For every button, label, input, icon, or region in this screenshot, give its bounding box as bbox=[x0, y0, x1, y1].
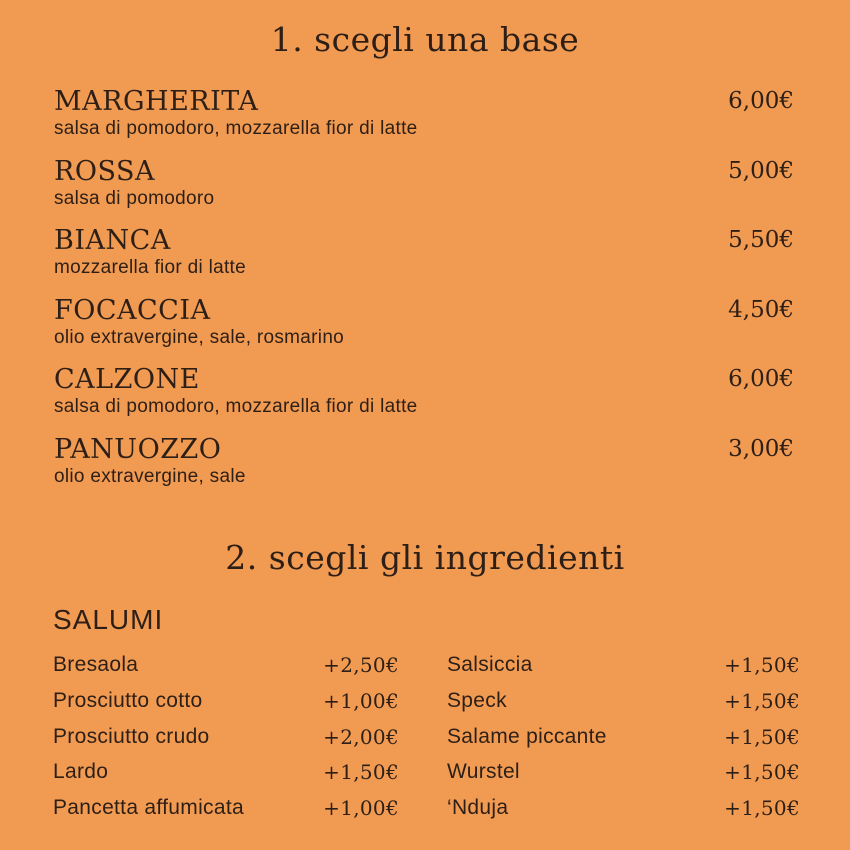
base-description: olio extravergine, sale bbox=[54, 465, 246, 487]
base-description: salsa di pomodoro, mozzarella fior di latte bbox=[54, 396, 418, 417]
base-price: 3,00€ bbox=[728, 435, 794, 462]
base-description: olio extravergine, sale, rosmarino bbox=[54, 326, 345, 348]
ingredient-price: +1,50€ bbox=[724, 653, 800, 677]
ingredient-row bbox=[53, 757, 399, 793]
base-price: 5,00€ bbox=[728, 157, 794, 184]
ingredient-row bbox=[447, 650, 800, 686]
ingredient-name: Pancetta affumicata bbox=[53, 796, 244, 820]
ingredient-price: +2,00€ bbox=[323, 724, 399, 749]
ingredient-row bbox=[447, 757, 800, 793]
ingredient-name: ‘Nduja bbox=[447, 796, 509, 820]
base-item bbox=[54, 434, 794, 504]
base-price: 6,00€ bbox=[728, 88, 794, 114]
base-item bbox=[54, 295, 794, 365]
category-title: SALUMI bbox=[53, 604, 164, 635]
ingredient-name: Speck bbox=[447, 688, 507, 712]
ingredient-price: +1,50€ bbox=[724, 760, 800, 785]
ingredient-name: Salsiccia bbox=[447, 653, 533, 676]
ingredient-name: Bresaola bbox=[53, 653, 139, 676]
base-price: 6,00€ bbox=[728, 366, 794, 392]
ingredient-price: +1,50€ bbox=[323, 760, 399, 785]
ingredient-name: Prosciutto crudo bbox=[53, 724, 210, 748]
base-item bbox=[54, 86, 794, 156]
ingredient-row bbox=[53, 793, 399, 829]
ingredient-price: +1,00€ bbox=[323, 796, 399, 821]
section-title-base: 1. scegli una base bbox=[270, 20, 580, 59]
base-description: salsa di pomodoro, mozzarella fior di latte bbox=[54, 118, 418, 139]
ingredient-row bbox=[447, 686, 800, 722]
ingredient-price: +1,50€ bbox=[724, 724, 800, 749]
ingredient-column-left bbox=[53, 650, 399, 829]
ingredient-price: +1,50€ bbox=[724, 688, 800, 713]
base-name: PANUOZZO bbox=[54, 433, 222, 465]
ingredient-name: Salame piccante bbox=[447, 724, 607, 748]
base-price: 4,50€ bbox=[728, 296, 794, 323]
base-list bbox=[54, 86, 794, 503]
ingredient-name: Wurstel bbox=[447, 760, 520, 784]
ingredient-row bbox=[53, 722, 399, 758]
base-item bbox=[54, 225, 794, 295]
base-description: mozzarella fior di latte bbox=[54, 257, 246, 278]
base-name: FOCACCIA bbox=[54, 294, 211, 326]
ingredient-row bbox=[447, 793, 800, 829]
ingredient-column-right bbox=[447, 650, 800, 829]
base-item bbox=[54, 156, 794, 226]
base-name: ROSSA bbox=[54, 155, 155, 187]
ingredient-price: +2,50€ bbox=[323, 653, 399, 677]
ingredient-row bbox=[447, 722, 800, 758]
ingredient-row bbox=[53, 686, 399, 722]
ingredient-price: +1,50€ bbox=[724, 796, 800, 821]
base-description: salsa di pomodoro bbox=[54, 187, 215, 209]
ingredient-name: Prosciutto cotto bbox=[53, 688, 203, 712]
ingredient-row bbox=[53, 650, 399, 686]
ingredient-name: Lardo bbox=[53, 760, 109, 784]
section-title-ingredients: 2. scegli gli ingredienti bbox=[225, 538, 625, 577]
base-price: 5,50€ bbox=[728, 227, 794, 253]
ingredient-price: +1,00€ bbox=[323, 688, 399, 713]
base-name: MARGHERITA bbox=[54, 86, 259, 117]
base-name: BIANCA bbox=[54, 225, 171, 256]
base-item bbox=[54, 364, 794, 434]
base-name: CALZONE bbox=[54, 364, 200, 395]
